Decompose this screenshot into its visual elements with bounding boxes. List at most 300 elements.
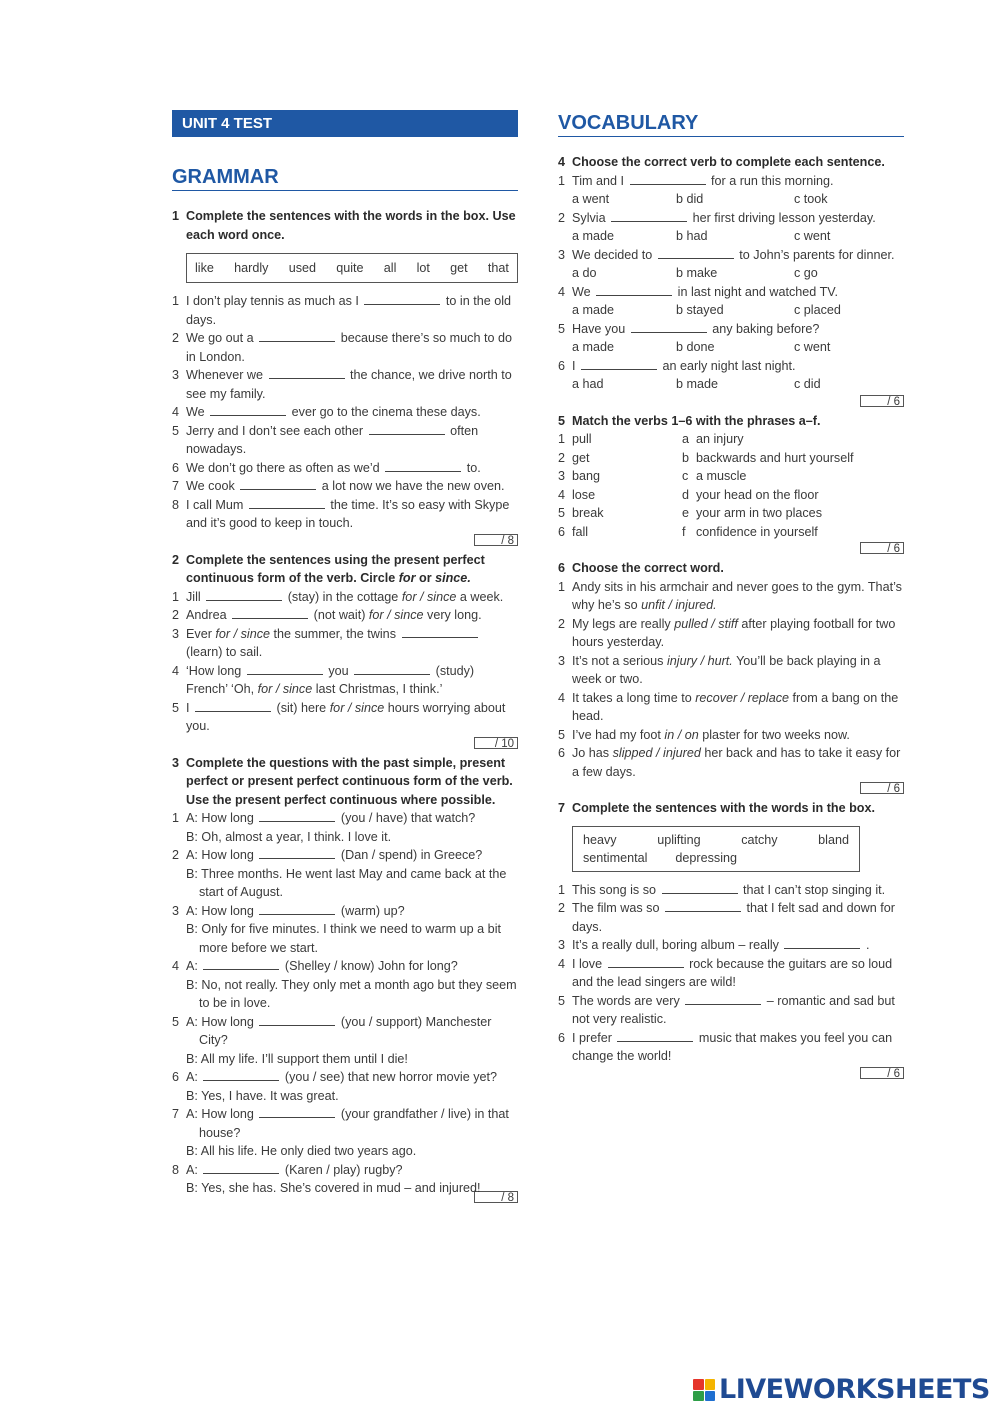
vocabulary-heading: VOCABULARY <box>558 110 904 137</box>
ex3-instruction-text: Complete the questions with the past simple, present perfect or present perfect continuous form of the verb. Use the present perfect continuous where possible. <box>186 755 513 807</box>
item-text: a week. <box>459 589 504 604</box>
answer-blank[interactable] <box>195 700 271 712</box>
ex5-row <box>558 449 904 468</box>
answer-blank[interactable] <box>206 589 282 601</box>
answer-blank[interactable] <box>385 460 461 472</box>
item-text-before: The words are very <box>572 993 680 1008</box>
ex2-instruction-text: Complete the sentences using the present perfect continuous form of the verb. Circle <box>186 552 485 585</box>
item-number: 3 <box>558 938 566 952</box>
ex2-instruction <box>172 551 518 588</box>
option[interactable]: b done <box>676 340 715 354</box>
word-box-word: all <box>383 261 397 275</box>
for-since-choice: for / since <box>401 589 457 604</box>
answer-text: B: Yes, she has. She’s covered in mud – and injured! <box>186 1181 481 1195</box>
answer-blank[interactable] <box>364 293 440 305</box>
item-text-after: plaster for two weeks now. <box>702 727 850 742</box>
ex7-score-box: / 6 <box>860 1067 904 1079</box>
ex2-item <box>172 625 518 662</box>
ex2-items <box>172 588 518 736</box>
question-text: (you / support) Manchester City? <box>199 1014 492 1047</box>
right-column <box>558 110 904 1084</box>
item-number: 3 <box>558 653 566 668</box>
logo-text: LIVEWORKSHEETS <box>719 1374 990 1405</box>
word-box-word: heavy <box>583 832 617 847</box>
item-text-after: her first driving lesson yesterday. <box>692 210 876 225</box>
item-text: the summer, the twins <box>273 626 396 641</box>
ex5-number: 5 <box>558 413 566 428</box>
word-choice[interactable]: pulled / stiff <box>674 616 738 631</box>
ex6-item <box>558 652 904 689</box>
item-text: I <box>186 700 190 715</box>
for-since-choice: for / since <box>329 700 385 715</box>
item-number: 6 <box>558 746 566 760</box>
ex5-score-box: / 6 <box>860 542 904 554</box>
item-text-before: I’ve had my foot <box>572 727 661 742</box>
answer-text: B: All his life. He only died two years ago. <box>186 1144 417 1158</box>
ex2-instruction-for: for <box>398 571 416 585</box>
answer-blank[interactable] <box>784 937 860 949</box>
item-text-after: to. <box>466 460 481 475</box>
ex2-score-box: / 10 <box>474 737 518 749</box>
ex5-row <box>558 486 904 505</box>
logo-square <box>705 1379 716 1390</box>
item-text-before: Andy sits in his armchair and never goes to the gym. That’s why he’s so <box>572 579 902 612</box>
ex2-item <box>172 606 518 625</box>
answer-text: B: Oh, almost a year, I think. I love it. <box>186 829 392 844</box>
ex4-item <box>558 209 904 228</box>
ex7-item <box>558 992 904 1029</box>
item-text-before: I don’t play tennis as much as I <box>186 294 359 308</box>
question-text: (Karen / play) rugby? <box>284 1162 403 1177</box>
for-since-choice: for / since <box>215 626 270 641</box>
question-text: (warm) up? <box>340 903 405 918</box>
item-text-before: We decided to <box>572 247 653 262</box>
ex4-instruction <box>558 153 904 172</box>
ex4-options <box>558 338 904 357</box>
ex2-item <box>172 588 518 607</box>
match-letter: c <box>682 469 689 483</box>
ex1-item <box>172 329 518 366</box>
item-number: 7 <box>172 479 180 493</box>
answer-blank[interactable] <box>203 1069 279 1081</box>
question-line <box>186 902 518 921</box>
answer-line <box>186 865 518 902</box>
match-verb[interactable]: lose <box>572 487 596 502</box>
answer-blank[interactable] <box>581 358 657 370</box>
item-text-before: I <box>572 358 576 373</box>
item-text-before: I call Mum <box>186 497 244 512</box>
item-text: (not wait) <box>313 608 366 622</box>
word-box-word: sentimental <box>583 850 648 865</box>
answer-blank[interactable] <box>203 1162 279 1174</box>
answer-blank[interactable] <box>240 478 316 490</box>
ex6-item <box>558 689 904 726</box>
for-since-choice: for / since <box>368 608 424 622</box>
answer-blank[interactable] <box>259 903 335 915</box>
option[interactable]: b made <box>676 377 719 391</box>
answer-blank[interactable] <box>247 663 323 675</box>
word-choice[interactable]: unfit / injured. <box>641 598 717 612</box>
ex1-item <box>172 459 518 478</box>
question-text: A: How long <box>186 811 254 825</box>
question-line <box>186 846 518 865</box>
answer-blank[interactable] <box>630 173 706 185</box>
item-number: 2 <box>172 331 180 345</box>
answer-line <box>186 976 518 1013</box>
ex6-instruction-text: Choose the correct word. <box>572 561 724 575</box>
question-text: (Dan / spend) in Greece? <box>340 848 483 862</box>
ex4-items <box>558 172 904 394</box>
item-text: (study) French’ ‘Oh, <box>186 663 475 696</box>
option[interactable]: c took <box>794 192 828 206</box>
item-text: (sit) here <box>276 700 327 715</box>
item-text: (stay) in the cottage <box>287 589 399 604</box>
ex6-number: 6 <box>558 561 566 575</box>
answer-blank[interactable] <box>210 404 286 416</box>
word-choice[interactable]: slipped / injured <box>612 746 701 760</box>
ex5-instruction <box>558 412 904 431</box>
item-number: 4 <box>558 487 566 502</box>
option[interactable]: a made <box>572 340 615 354</box>
item-text: Andrea <box>186 608 227 622</box>
ex2-instruction-or: or <box>419 571 432 585</box>
ex1-item <box>172 403 518 422</box>
answer-blank[interactable] <box>631 321 707 333</box>
word-choice[interactable]: in / on <box>664 727 699 742</box>
question-text: (you / have) that watch? <box>340 811 476 825</box>
option[interactable]: b did <box>676 192 704 206</box>
answer-blank[interactable] <box>608 956 684 968</box>
ex7-items <box>558 881 904 1066</box>
ex7-word-row-1 <box>583 831 849 849</box>
question-text: A: How long <box>186 848 254 862</box>
match-letter: f <box>682 524 686 539</box>
item-text-before: Jerry and I don’t see each other <box>186 423 364 438</box>
option[interactable]: a went <box>572 192 610 206</box>
answer-blank[interactable] <box>259 1014 335 1026</box>
for-since-choice: for / since <box>257 682 313 696</box>
word-box-word: hardly <box>234 261 269 275</box>
ex7-item <box>558 899 904 936</box>
item-number: 1 <box>172 294 180 308</box>
item-number: 3 <box>172 368 180 382</box>
match-phrase[interactable]: an injury <box>696 432 744 446</box>
ex3-item <box>172 1068 518 1105</box>
ex6-item <box>558 726 904 745</box>
match-phrase[interactable]: your arm in two places <box>696 506 822 520</box>
item-text-after: the time. It’s so easy with Skype and it’s good to keep in touch. <box>186 497 510 530</box>
item-text: Ever <box>186 626 212 641</box>
ex5-row <box>558 430 904 449</box>
left-column <box>172 110 518 1208</box>
item-number: 6 <box>172 1070 180 1084</box>
answer-text: B: All my life. I’ll support them until I die! <box>186 1051 408 1066</box>
ex5-row <box>558 523 904 542</box>
logo-square <box>693 1391 704 1402</box>
question-text: (Shelley / know) John for long? <box>284 959 458 973</box>
logo-square <box>693 1379 704 1390</box>
ex3-item <box>172 1105 518 1161</box>
ex2-score <box>172 736 518 754</box>
item-number: 3 <box>558 247 566 262</box>
item-number: 2 <box>172 608 180 622</box>
option[interactable]: c placed <box>794 303 841 317</box>
ex3-number: 3 <box>172 755 180 770</box>
item-text-before: I prefer <box>572 1030 612 1045</box>
item-text-after: music that makes you feel you can change the world! <box>572 1030 893 1063</box>
item-number: 5 <box>558 727 566 742</box>
option[interactable]: a made <box>572 303 615 317</box>
item-number: 4 <box>558 956 566 971</box>
item-text-after: a lot now we have the new oven. <box>321 479 505 493</box>
item-text-after: because there’s so much to do in London. <box>186 331 512 364</box>
item-text-after: for a run this morning. <box>711 173 834 188</box>
item-text-after: . <box>865 938 870 952</box>
match-verb[interactable]: fall <box>572 524 589 539</box>
item-text-after: rock because the guitars are so loud and the lead singers are wild! <box>572 956 893 989</box>
match-phrase[interactable]: your head on the floor <box>696 487 819 502</box>
option[interactable]: c went <box>794 229 831 243</box>
answer-blank[interactable] <box>662 882 738 894</box>
liveworksheets-logo <box>693 1376 990 1404</box>
ex4-options <box>558 375 904 394</box>
ex7-item <box>558 1029 904 1066</box>
item-text-before: We <box>186 405 205 419</box>
item-number: 2 <box>558 450 566 465</box>
item-number: 2 <box>558 901 566 915</box>
question-line <box>186 1161 518 1180</box>
word-choice[interactable]: recover / replace <box>695 690 789 705</box>
word-box-word: like <box>195 261 214 275</box>
item-text-before: I love <box>572 956 603 971</box>
item-text-after: from a bang on the head. <box>572 690 899 723</box>
item-number: 2 <box>558 616 566 631</box>
answer-text: B: Yes, I have. It was great. <box>186 1088 339 1103</box>
item-number: 1 <box>172 589 180 604</box>
item-text: Jill <box>186 589 201 604</box>
item-number: 2 <box>558 210 566 225</box>
answer-line <box>186 1142 518 1161</box>
option[interactable]: c went <box>794 340 831 354</box>
ex1-item <box>172 422 518 459</box>
item-number: 1 <box>172 811 180 825</box>
answer-blank[interactable] <box>665 900 741 912</box>
ex1-item <box>172 366 518 403</box>
ex3-item <box>172 902 518 958</box>
item-text-before: This song is so <box>572 882 656 897</box>
ex6-item <box>558 744 904 781</box>
ex6-instruction <box>558 559 904 578</box>
item-text-after: an early night last night. <box>662 358 796 373</box>
ex2-item <box>172 662 518 699</box>
item-number: 3 <box>172 626 180 641</box>
item-text-before: It’s not a serious <box>572 653 664 668</box>
ex7-number: 7 <box>558 801 566 815</box>
word-box-word: that <box>487 261 509 275</box>
ex5-row <box>558 504 904 523</box>
item-text-before: We cook <box>186 479 235 493</box>
option[interactable]: b stayed <box>676 303 724 317</box>
item-text-after: in last night and watched TV. <box>677 284 839 299</box>
option[interactable]: a had <box>572 377 604 391</box>
ex2-instruction-since: since. <box>435 571 471 585</box>
ex3-item <box>172 957 518 1013</box>
answer-line <box>186 920 518 957</box>
item-text-after: after playing football for two hours yesterday. <box>572 616 896 649</box>
question-text: A: How long <box>186 903 254 918</box>
item-number: 1 <box>558 579 566 594</box>
item-text-before: It takes a long time to <box>572 690 692 705</box>
answer-blank[interactable] <box>658 247 734 259</box>
ex1-item <box>172 292 518 329</box>
answer-blank[interactable] <box>259 847 335 859</box>
ex4-item <box>558 320 904 339</box>
item-text: very long. <box>427 608 482 622</box>
answer-blank[interactable] <box>685 993 761 1005</box>
question-line <box>186 1068 518 1087</box>
word-box-word: get <box>450 261 468 275</box>
match-phrase[interactable]: a muscle <box>696 469 747 483</box>
answer-blank[interactable] <box>259 330 335 342</box>
logo-mark-icon <box>693 1379 715 1401</box>
ex7-word-row-2 <box>583 849 849 867</box>
item-number: 4 <box>558 284 566 299</box>
item-number: 8 <box>172 497 180 512</box>
item-text-before: Sylvia <box>572 210 606 225</box>
match-phrase[interactable]: backwards and hurt yourself <box>696 450 854 465</box>
answer-blank[interactable] <box>259 1106 335 1118</box>
item-number: 3 <box>558 469 566 483</box>
ex4-score-box: / 6 <box>860 395 904 407</box>
answer-text: B: Only for five minutes. I think we need to warm up a bit more before we start. <box>186 922 501 955</box>
question-text: A: <box>186 1070 198 1084</box>
ex4-options <box>558 190 904 209</box>
item-text-after: You’ll be back playing in a week or two. <box>572 653 881 686</box>
answer-blank[interactable] <box>402 626 478 638</box>
answer-blank[interactable] <box>269 367 345 379</box>
match-letter: b <box>682 450 690 465</box>
item-number: 5 <box>172 423 180 438</box>
word-box-word: depressing <box>675 850 738 865</box>
ex6-items <box>558 578 904 782</box>
word-box-word: catchy <box>741 832 778 847</box>
answer-blank[interactable] <box>611 210 687 222</box>
word-box-word: quite <box>336 261 364 275</box>
item-number: 6 <box>558 1030 566 1045</box>
word-box-word: uplifting <box>657 832 701 847</box>
question-text: (you / see) that new horror movie yet? <box>284 1070 497 1084</box>
item-number: 6 <box>558 524 566 539</box>
answer-blank[interactable] <box>354 663 430 675</box>
word-choice[interactable]: injury / hurt. <box>666 653 733 668</box>
match-verb[interactable]: bang <box>572 469 601 483</box>
ex6-item <box>558 578 904 615</box>
grammar-heading: GRAMMAR <box>172 166 518 191</box>
ex7-score <box>558 1066 904 1084</box>
item-number: 4 <box>172 959 180 973</box>
item-text-before: We go out a <box>186 331 254 345</box>
match-letter: a <box>682 432 690 446</box>
match-letter: e <box>682 506 690 520</box>
answer-blank[interactable] <box>596 284 672 296</box>
answer-blank[interactable] <box>617 1030 693 1042</box>
ex3-item <box>172 809 518 846</box>
ex6-score <box>558 781 904 799</box>
match-verb[interactable]: get <box>572 450 590 465</box>
item-text-after: her back and has to take it easy for a few days. <box>572 746 901 779</box>
answer-line <box>186 828 518 847</box>
option[interactable]: a made <box>572 229 615 243</box>
item-text-after: the chance, we drive north to see my family. <box>186 368 512 401</box>
ex3-score-box: / 8 <box>474 1191 518 1203</box>
ex6-score-box: / 6 <box>860 782 904 794</box>
ex7-item <box>558 955 904 992</box>
ex1-instruction <box>172 207 518 244</box>
answer-line <box>186 1050 518 1069</box>
item-text-before: Have you <box>572 321 626 336</box>
ex4-item <box>558 172 904 191</box>
answer-blank[interactable] <box>259 810 335 822</box>
item-number: 6 <box>172 460 180 475</box>
item-text-before: My legs are really <box>572 616 671 631</box>
ex2-item <box>172 699 518 736</box>
option[interactable]: a do <box>572 266 597 280</box>
item-number: 1 <box>558 882 566 897</box>
ex7-item <box>558 936 904 955</box>
answer-line <box>186 1179 518 1198</box>
ex2-number: 2 <box>172 552 180 567</box>
option[interactable]: c did <box>794 377 821 391</box>
item-text-after: often nowadays. <box>186 423 479 456</box>
ex7-instruction-text: Complete the sentences with the words in the box. <box>572 801 875 815</box>
ex4-score <box>558 394 904 412</box>
item-number: 2 <box>172 848 180 862</box>
answer-blank[interactable] <box>369 423 445 435</box>
ex1-items <box>172 292 518 533</box>
ex4-item <box>558 283 904 302</box>
answer-blank[interactable] <box>249 497 325 509</box>
answer-text: B: Three months. He went last May and came back at the start of August. <box>186 866 507 899</box>
ex7-item <box>558 881 904 900</box>
question-text: (your grandfather / live) in that house? <box>199 1107 509 1140</box>
item-text-after: to in the old days. <box>186 294 512 327</box>
answer-blank[interactable] <box>203 958 279 970</box>
item-text-after: that I felt sad and down for days. <box>572 901 895 934</box>
option[interactable]: b make <box>676 266 718 280</box>
match-verb[interactable]: break <box>572 506 604 520</box>
ex4-options <box>558 227 904 246</box>
ex4-number: 4 <box>558 155 566 169</box>
question-line <box>186 809 518 828</box>
item-text: hours worrying about you. <box>186 700 506 733</box>
item-number: 1 <box>558 173 566 188</box>
question-text: A: How long <box>186 1107 254 1121</box>
option[interactable]: b had <box>676 229 708 243</box>
item-number: 7 <box>172 1107 180 1121</box>
option[interactable]: c go <box>794 266 818 280</box>
question-line <box>186 1105 518 1142</box>
match-letter: d <box>682 487 690 502</box>
answer-text: B: No, not really. They only met a month ago but they seem to be in love. <box>186 977 517 1010</box>
question-line <box>186 1013 518 1050</box>
ex3-item <box>172 1161 518 1198</box>
ex3-item <box>172 846 518 902</box>
item-text-before: Jo has <box>572 746 610 760</box>
answer-blank[interactable] <box>232 607 308 619</box>
ex5-row <box>558 467 904 486</box>
match-phrase[interactable]: confidence in yourself <box>696 524 818 539</box>
match-verb[interactable]: pull <box>572 432 592 446</box>
